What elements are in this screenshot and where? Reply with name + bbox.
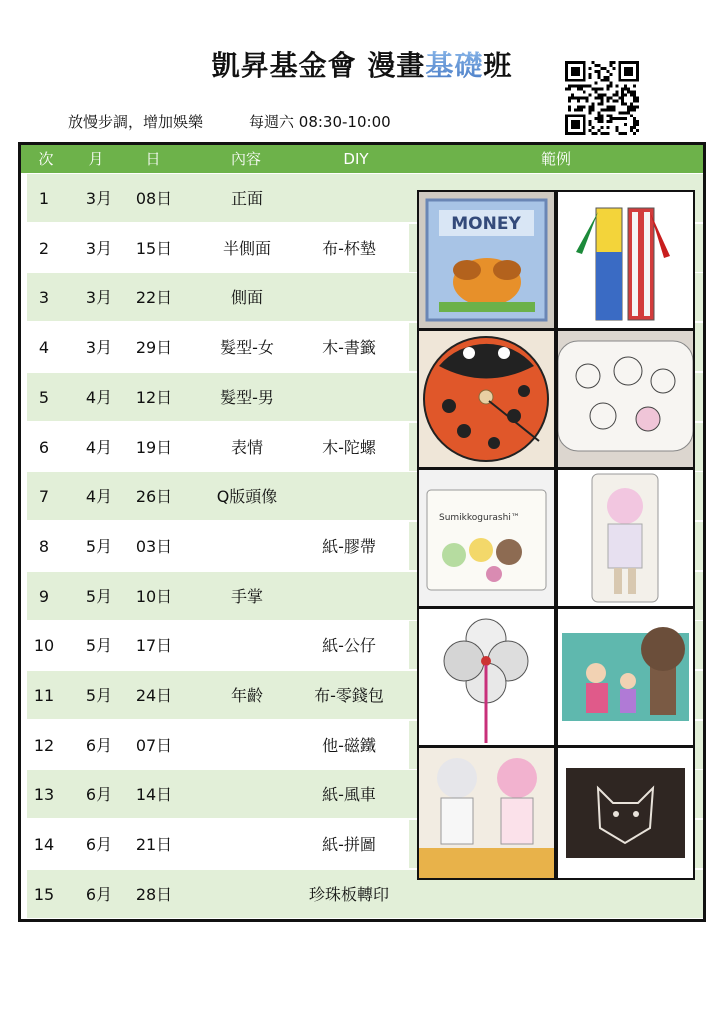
header-content: 內容 (230, 150, 261, 168)
cell-diy: 木-書籤 (322, 338, 376, 358)
header-no: 次 (38, 150, 54, 168)
cell-month: 5月 (85, 636, 113, 656)
cell-day: 26日 (135, 487, 173, 507)
cell-no: 7 (38, 487, 50, 507)
cell-no: 8 (38, 536, 50, 556)
header-day: 日 (145, 150, 161, 168)
cell-diy: 紙-膠帶 (322, 536, 376, 556)
header-examples: 範例 (540, 150, 571, 168)
cell-no: 1 (38, 189, 50, 208)
cell-month: 3月 (85, 288, 113, 308)
cell-day: 12日 (135, 387, 173, 407)
cell-month: 3月 (85, 189, 113, 208)
pouch-text: Sumikkogurashi™ (439, 513, 520, 523)
cell-no: 13 (33, 785, 55, 805)
header-diy: DIY (343, 150, 369, 168)
example-bookmarks (558, 192, 693, 328)
example-pinwheel (419, 609, 554, 745)
cell-month: 4月 (85, 387, 113, 407)
cell-day: 10日 (135, 586, 173, 606)
cell-month: 5月 (85, 536, 113, 556)
cell-content: Q版頭像 (216, 487, 278, 507)
cell-no: 4 (38, 338, 50, 358)
cell-no: 5 (38, 387, 50, 407)
cell-no: 9 (38, 586, 50, 606)
cell-month: 5月 (85, 586, 113, 606)
cell-month: 3月 (85, 238, 113, 258)
example-paper-dolls (419, 748, 554, 878)
schedule-time: 每週六 08:30-10:00 (249, 113, 391, 131)
cell-no: 10 (33, 636, 55, 656)
cell-content: 表情 (230, 437, 263, 457)
cell-day: 28日 (135, 884, 173, 904)
cell-day: 22日 (135, 288, 173, 308)
cell-month: 3月 (85, 338, 113, 358)
header-month: 月 (88, 150, 104, 168)
table-header (21, 145, 703, 173)
cell-day: 29日 (135, 338, 173, 358)
cell-no: 12 (33, 735, 55, 755)
cell-no: 2 (38, 238, 50, 258)
cell-month: 5月 (85, 686, 113, 705)
example-foam-print (558, 748, 693, 878)
cell-diy: 他-磁鐵 (322, 735, 376, 755)
cell-day: 21日 (135, 835, 173, 855)
example-gallery (417, 190, 695, 880)
schedule-table (18, 142, 706, 922)
example-magnet-drawing (558, 609, 693, 745)
cell-content: 正面 (230, 189, 263, 208)
cell-day: 14日 (135, 785, 173, 805)
cell-content: 髮型-男 (220, 387, 274, 407)
cell-day: 24日 (135, 686, 173, 705)
cell-content: 髮型-女 (220, 338, 274, 358)
cell-day: 03日 (135, 536, 173, 556)
title-accent: 基礎 (425, 49, 484, 82)
cell-month: 4月 (85, 437, 113, 457)
cell-month: 6月 (85, 884, 113, 904)
cell-diy: 珍珠板轉印 (308, 884, 389, 904)
cell-content: 側面 (230, 288, 263, 308)
cell-day: 15日 (135, 238, 173, 258)
cell-day: 19日 (135, 437, 173, 457)
cell-no: 3 (38, 288, 50, 308)
title-suffix: 班 (483, 49, 513, 82)
cell-month: 6月 (85, 785, 113, 805)
cell-no: 11 (33, 686, 55, 705)
cell-day: 17日 (135, 636, 173, 656)
slogan: 放慢步調，增加娛樂 (68, 113, 204, 131)
qr-code-icon (565, 61, 639, 135)
cell-diy: 紙-公仔 (322, 636, 376, 656)
subtitle (68, 111, 391, 133)
cell-diy: 紙-拼圖 (322, 835, 376, 855)
cell-no: 6 (38, 437, 50, 457)
coaster-text: MONEY (451, 214, 521, 234)
example-coin-pouch (419, 470, 554, 606)
cell-month: 6月 (85, 835, 113, 855)
example-paper-tape (558, 331, 693, 467)
cell-diy: 木-陀螺 (322, 437, 376, 457)
cell-content: 年齡 (230, 686, 263, 705)
cell-month: 6月 (85, 735, 113, 755)
cell-no: 14 (33, 835, 55, 855)
qr-code[interactable] (565, 61, 639, 135)
cell-day: 07日 (135, 735, 173, 755)
cell-month: 4月 (85, 487, 113, 507)
cell-no: 15 (33, 884, 55, 904)
cell-day: 08日 (135, 189, 173, 208)
cell-content: 手掌 (230, 586, 263, 606)
cell-content: 半側面 (222, 238, 271, 258)
cell-diy: 布-零錢包 (314, 686, 384, 705)
example-figurine (558, 470, 693, 606)
cell-diy: 紙-風車 (322, 785, 376, 805)
cell-diy: 布-杯墊 (322, 238, 376, 258)
example-coaster (419, 192, 554, 328)
title-prefix: 凱昇基金會 漫畫 (211, 49, 426, 82)
example-spinning-top (419, 331, 554, 467)
